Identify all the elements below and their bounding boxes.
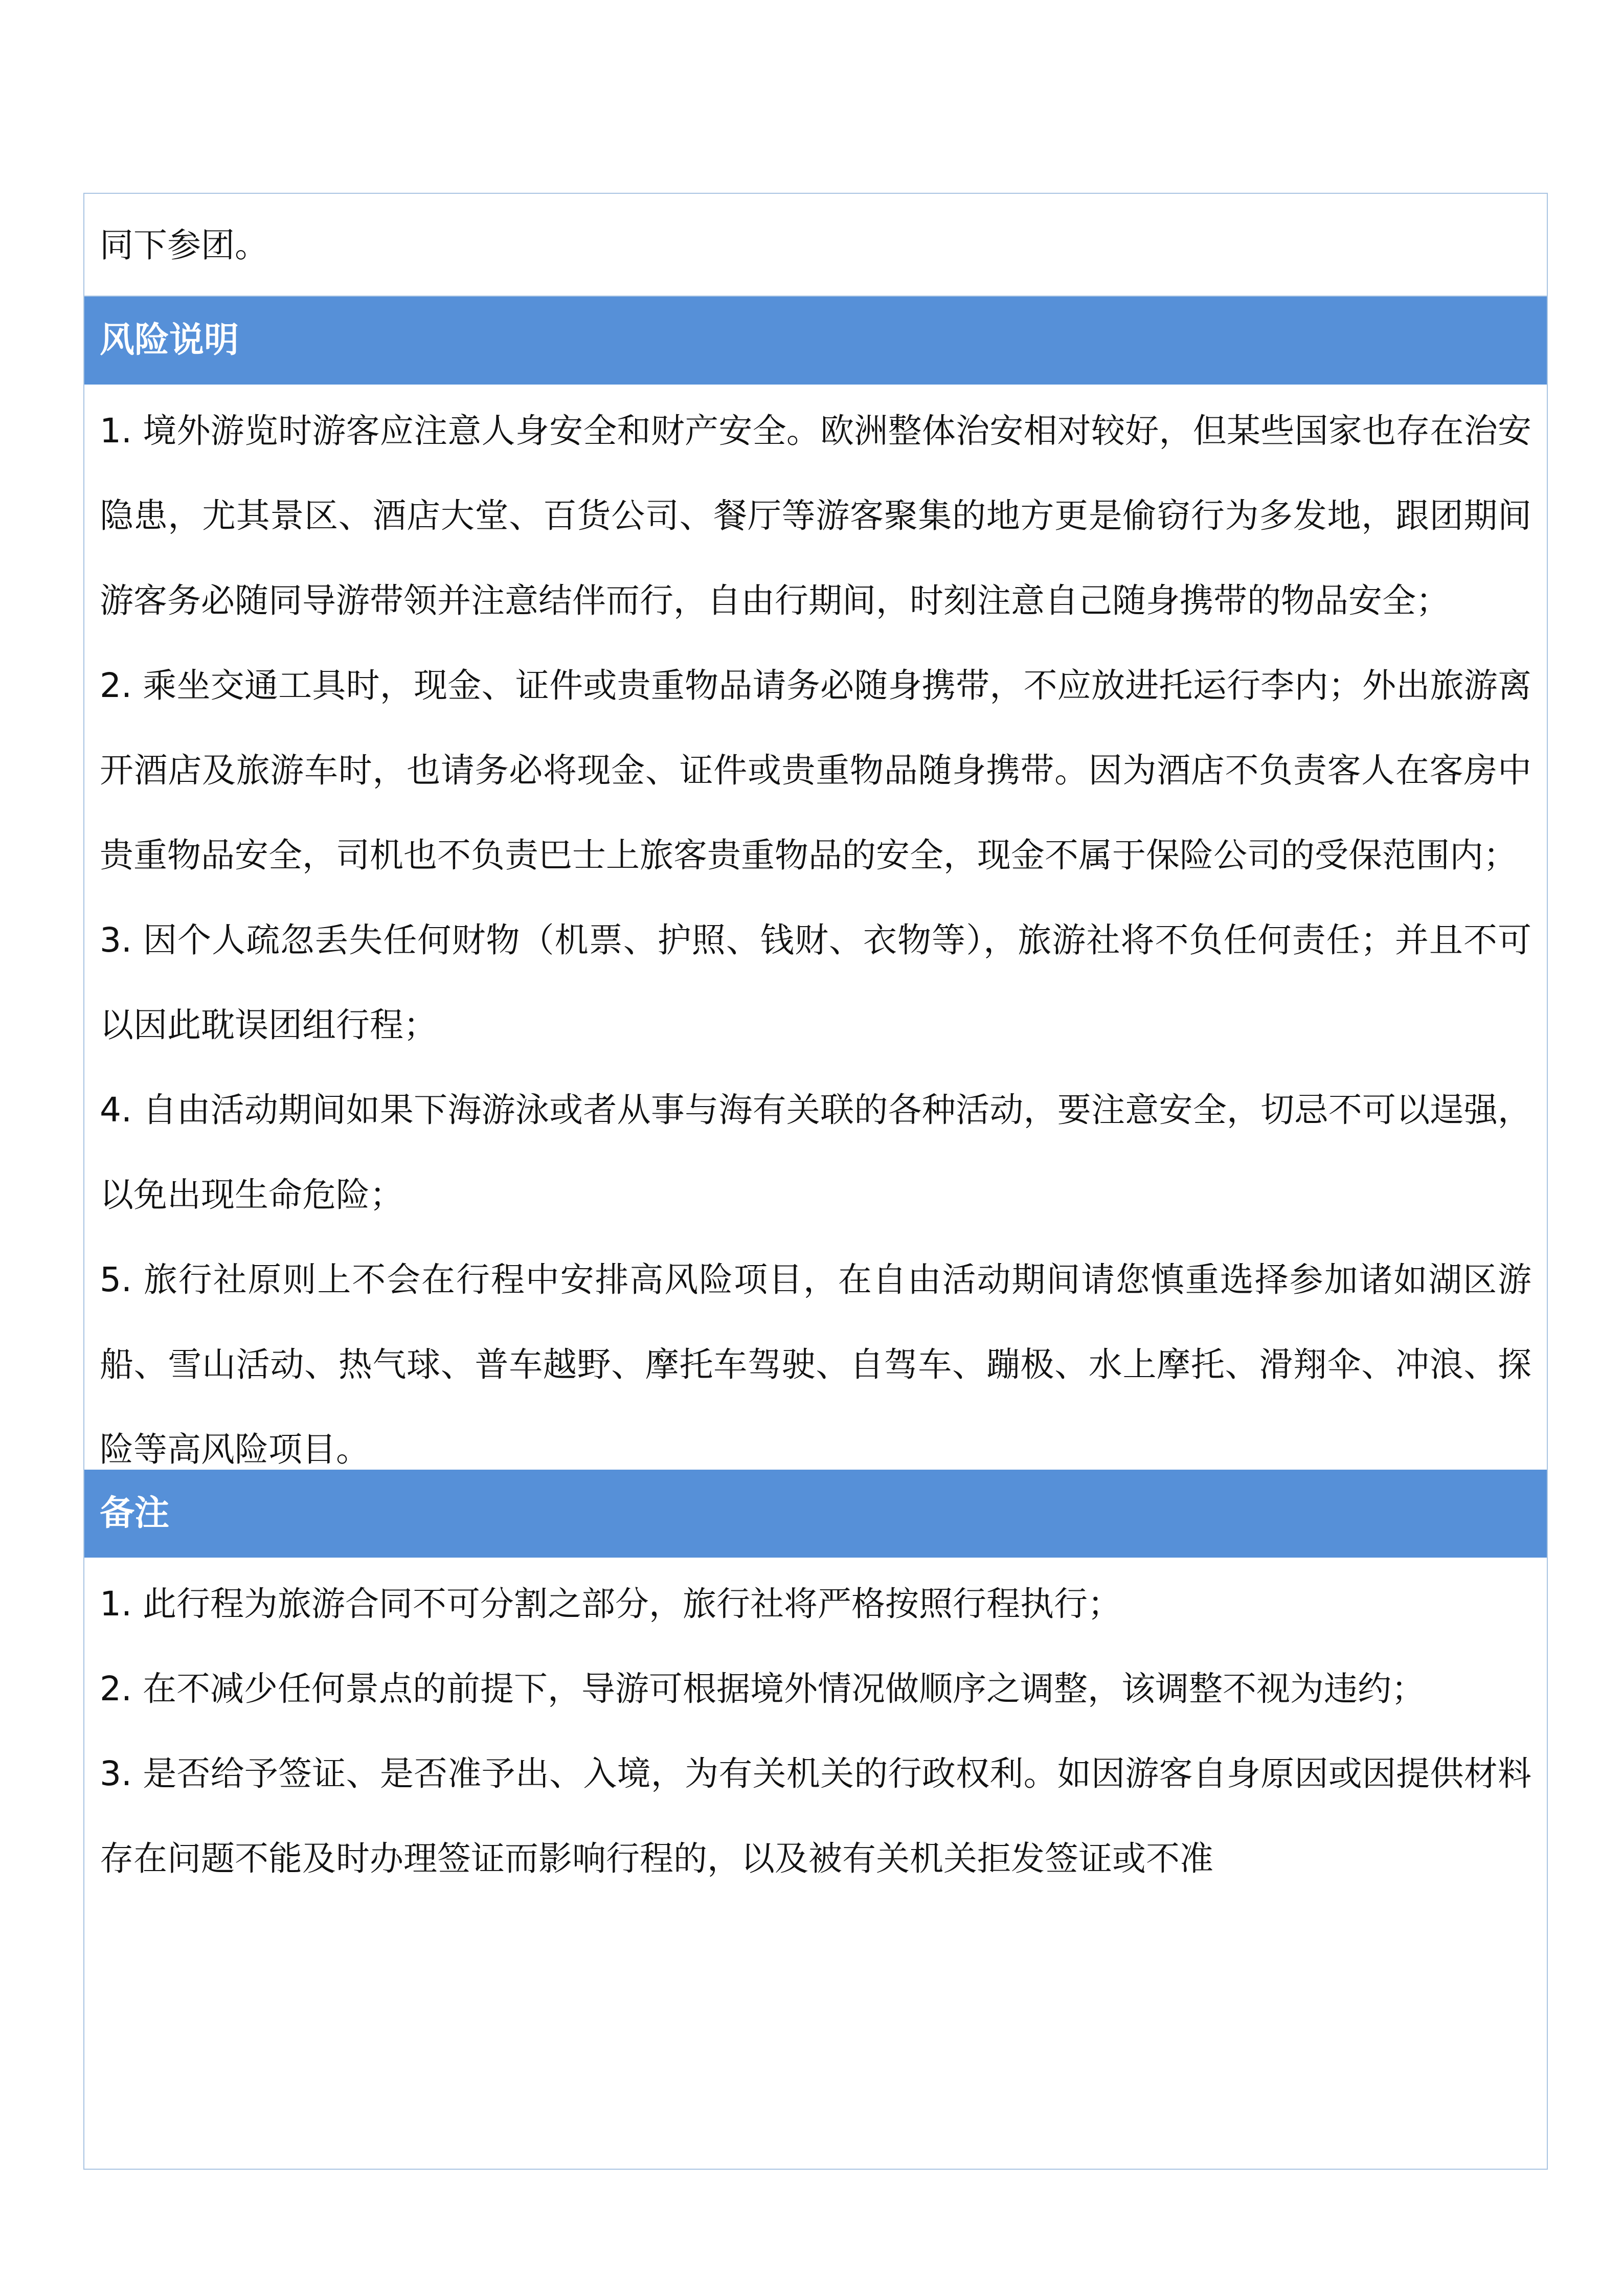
note-item-3: 3. 是否给予签证、是否准予出、入境，为有关机关的行政权利。如因游客自身原因或因提供材料存在问题不能及时办理签证而影响行程的，以及被有关机关拒发签证或不准 (100, 1754, 1531, 1878)
notes-section-title: 备注 (100, 1493, 170, 1534)
notes-section-body (84, 1558, 1547, 2166)
risk-section-header (84, 297, 1547, 385)
risk-item-4: 4. 自由活动期间如果下海游泳或者从事与海有关联的各种活动，要注意安全，切忌不可以逞强，以免出现生命危险； (100, 1090, 1531, 1214)
note-item-1: 1. 此行程为旅游合同不可分割之部分，旅行社将严格按照行程执行； (100, 1584, 1121, 1624)
risk-item-5: 5. 旅行社原则上不会在行程中安排高风险项目，在自由活动期间请您慎重选择参加诸如湖区游船、雪山活动、热气球、普车越野、摩托车驾驶、自驾车、蹦极、水上摩托、滑翔伞、冲浪、探险等高风险项目。 (100, 1260, 1531, 1469)
risk-section-title: 风险说明 (100, 320, 239, 361)
risk-item-1: 1. 境外游览时游客应注意人身安全和财产安全。欧洲整体治安相对较好，但某些国家也存在治安隐患，尤其景区、酒店大堂、百货公司、餐厅等游客聚集的地方更是偷窃行为多发地，跟团期间游客务必随同导游带领并注意结伴而行，自由行期间，时刻注意自己随身携带的物品安全； (100, 411, 1531, 620)
risk-item-3: 3. 因个人疏忽丢失任何财物（机票、护照、钱财、衣物等），旅游社将不负任何责任；并且不可以因此耽误团组行程； (100, 920, 1531, 1045)
info-table (83, 193, 1548, 2170)
risk-item-2: 2. 乘坐交通工具时，现金、证件或贵重物品请务必随身携带，不应放进托运行李内；外出旅游离开酒店及旅游车时，也请务必将现金、证件或贵重物品随身携带。因为酒店不负责客人在客房中贵重物品安全，司机也不负责巴士上旅客贵重物品的安全，现金不属于保险公司的受保范围内； (100, 666, 1531, 875)
risk-section-body (84, 385, 1547, 1470)
note-item-2: 2. 在不减少任何景点的前提下，导游可根据境外情况做顺序之调整，该调整不视为违约； (100, 1669, 1425, 1708)
intro-text: 同下参团。 (100, 226, 268, 265)
intro-row (84, 194, 1547, 297)
